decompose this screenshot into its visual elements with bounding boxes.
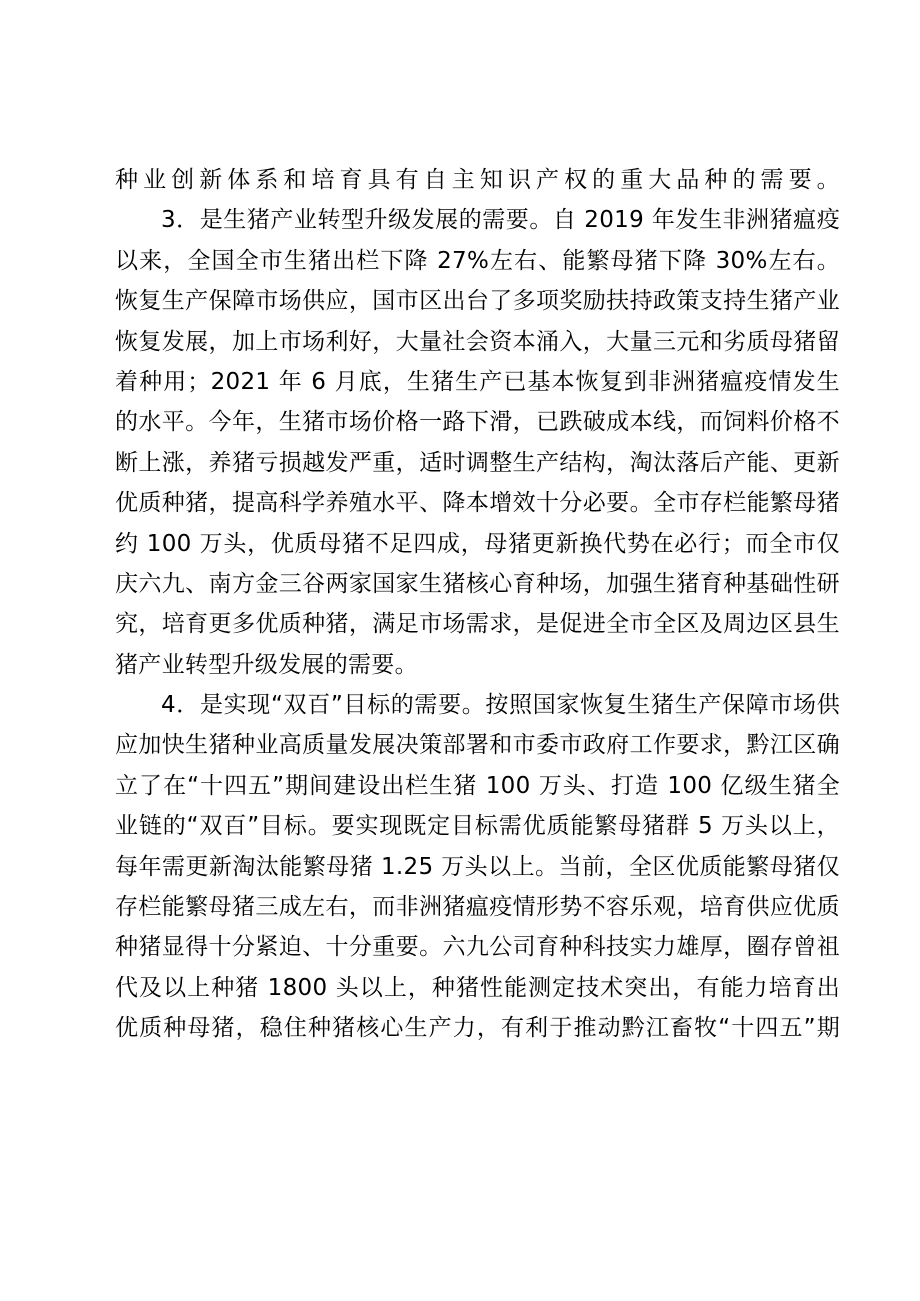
text-line: 优质种母猪，稳住种猪核心生产力，有利于推动黔江畜牧“十四五”期 (115, 1015, 840, 1042)
text-line: 恢复发展，加上市场利好，大量社会资本涌入，大量三元和劣质母猪留 (115, 328, 840, 355)
paragraph-3-first-line: 3．是生猪产业转型升级发展的需要。自 2019 年发生非洲猪瘟疫 (161, 207, 840, 234)
text-line: 恢复生产保障市场供应，国市区出台了多项奖励扶持政策支持生猪产业 (115, 288, 840, 315)
text-line: 代及以上种猪 1800 头以上，种猪性能测定技术突出，有能力培育出 (115, 974, 840, 1001)
document-body (115, 160, 840, 1049)
text-line: 约 100 万头，优质母猪不足四成，母猪更新换代势在必行；而全市仅 (115, 530, 840, 557)
text-line: 着种用；2021 年 6 月底，生猪生产已基本恢复到非洲猪瘟疫情发生 (115, 368, 840, 395)
text-line: 以来，全国全市生猪出栏下降 27%左右、能繁母猪下降 30%左右。 (115, 247, 840, 274)
text-line: 断上涨，养猪亏损越发严重，适时调整生产结构，淘汰落后产能、更新 (115, 449, 840, 476)
text-line: 每年需更新淘汰能繁母猪 1.25 万头以上。当前，全区优质能繁母猪仅 (115, 853, 840, 880)
text-line: 立了在“十四五”期间建设出栏生猪 100 万头、打造 100 亿级生猪全 (115, 772, 840, 799)
text-line: 种业创新体系和培育具有自主知识产权的重大品种的需要。 (115, 167, 840, 193)
text-line: 存栏能繁母猪三成左右，而非洲猪瘟疫情形势不容乐观，培育供应优质 (115, 894, 840, 921)
text-line: 猪产业转型升级发展的需要。 (115, 651, 418, 678)
text-line: 优质种猪，提高科学养殖水平、降本增效十分必要。全市存栏能繁母猪 (115, 490, 840, 517)
paragraph-4-first-line: 4．是实现“双百”目标的需要。按照国家恢复生猪生产保障市场供 (161, 692, 840, 719)
text-line: 庆六九、南方金三谷两家国家生猪核心育种场，加强生猪育种基础性研 (115, 570, 840, 597)
text-line: 种猪显得十分紧迫、十分重要。六九公司育种科技实力雄厚，圈存曾祖 (115, 934, 840, 961)
text-line: 应加快生猪种业高质量发展决策部署和市委市政府工作要求，黔江区确 (115, 732, 840, 759)
text-line: 的水平。今年，生猪市场价格一路下滑，已跌破成本线，而饲料价格不 (115, 409, 840, 436)
text-line: 业链的“双百”目标。要实现既定目标需优质能繁母猪群 5 万头以上， (115, 813, 840, 840)
text-line: 究，培育更多优质种猪，满足市场需求，是促进全市全区及周边区县生 (115, 611, 840, 638)
